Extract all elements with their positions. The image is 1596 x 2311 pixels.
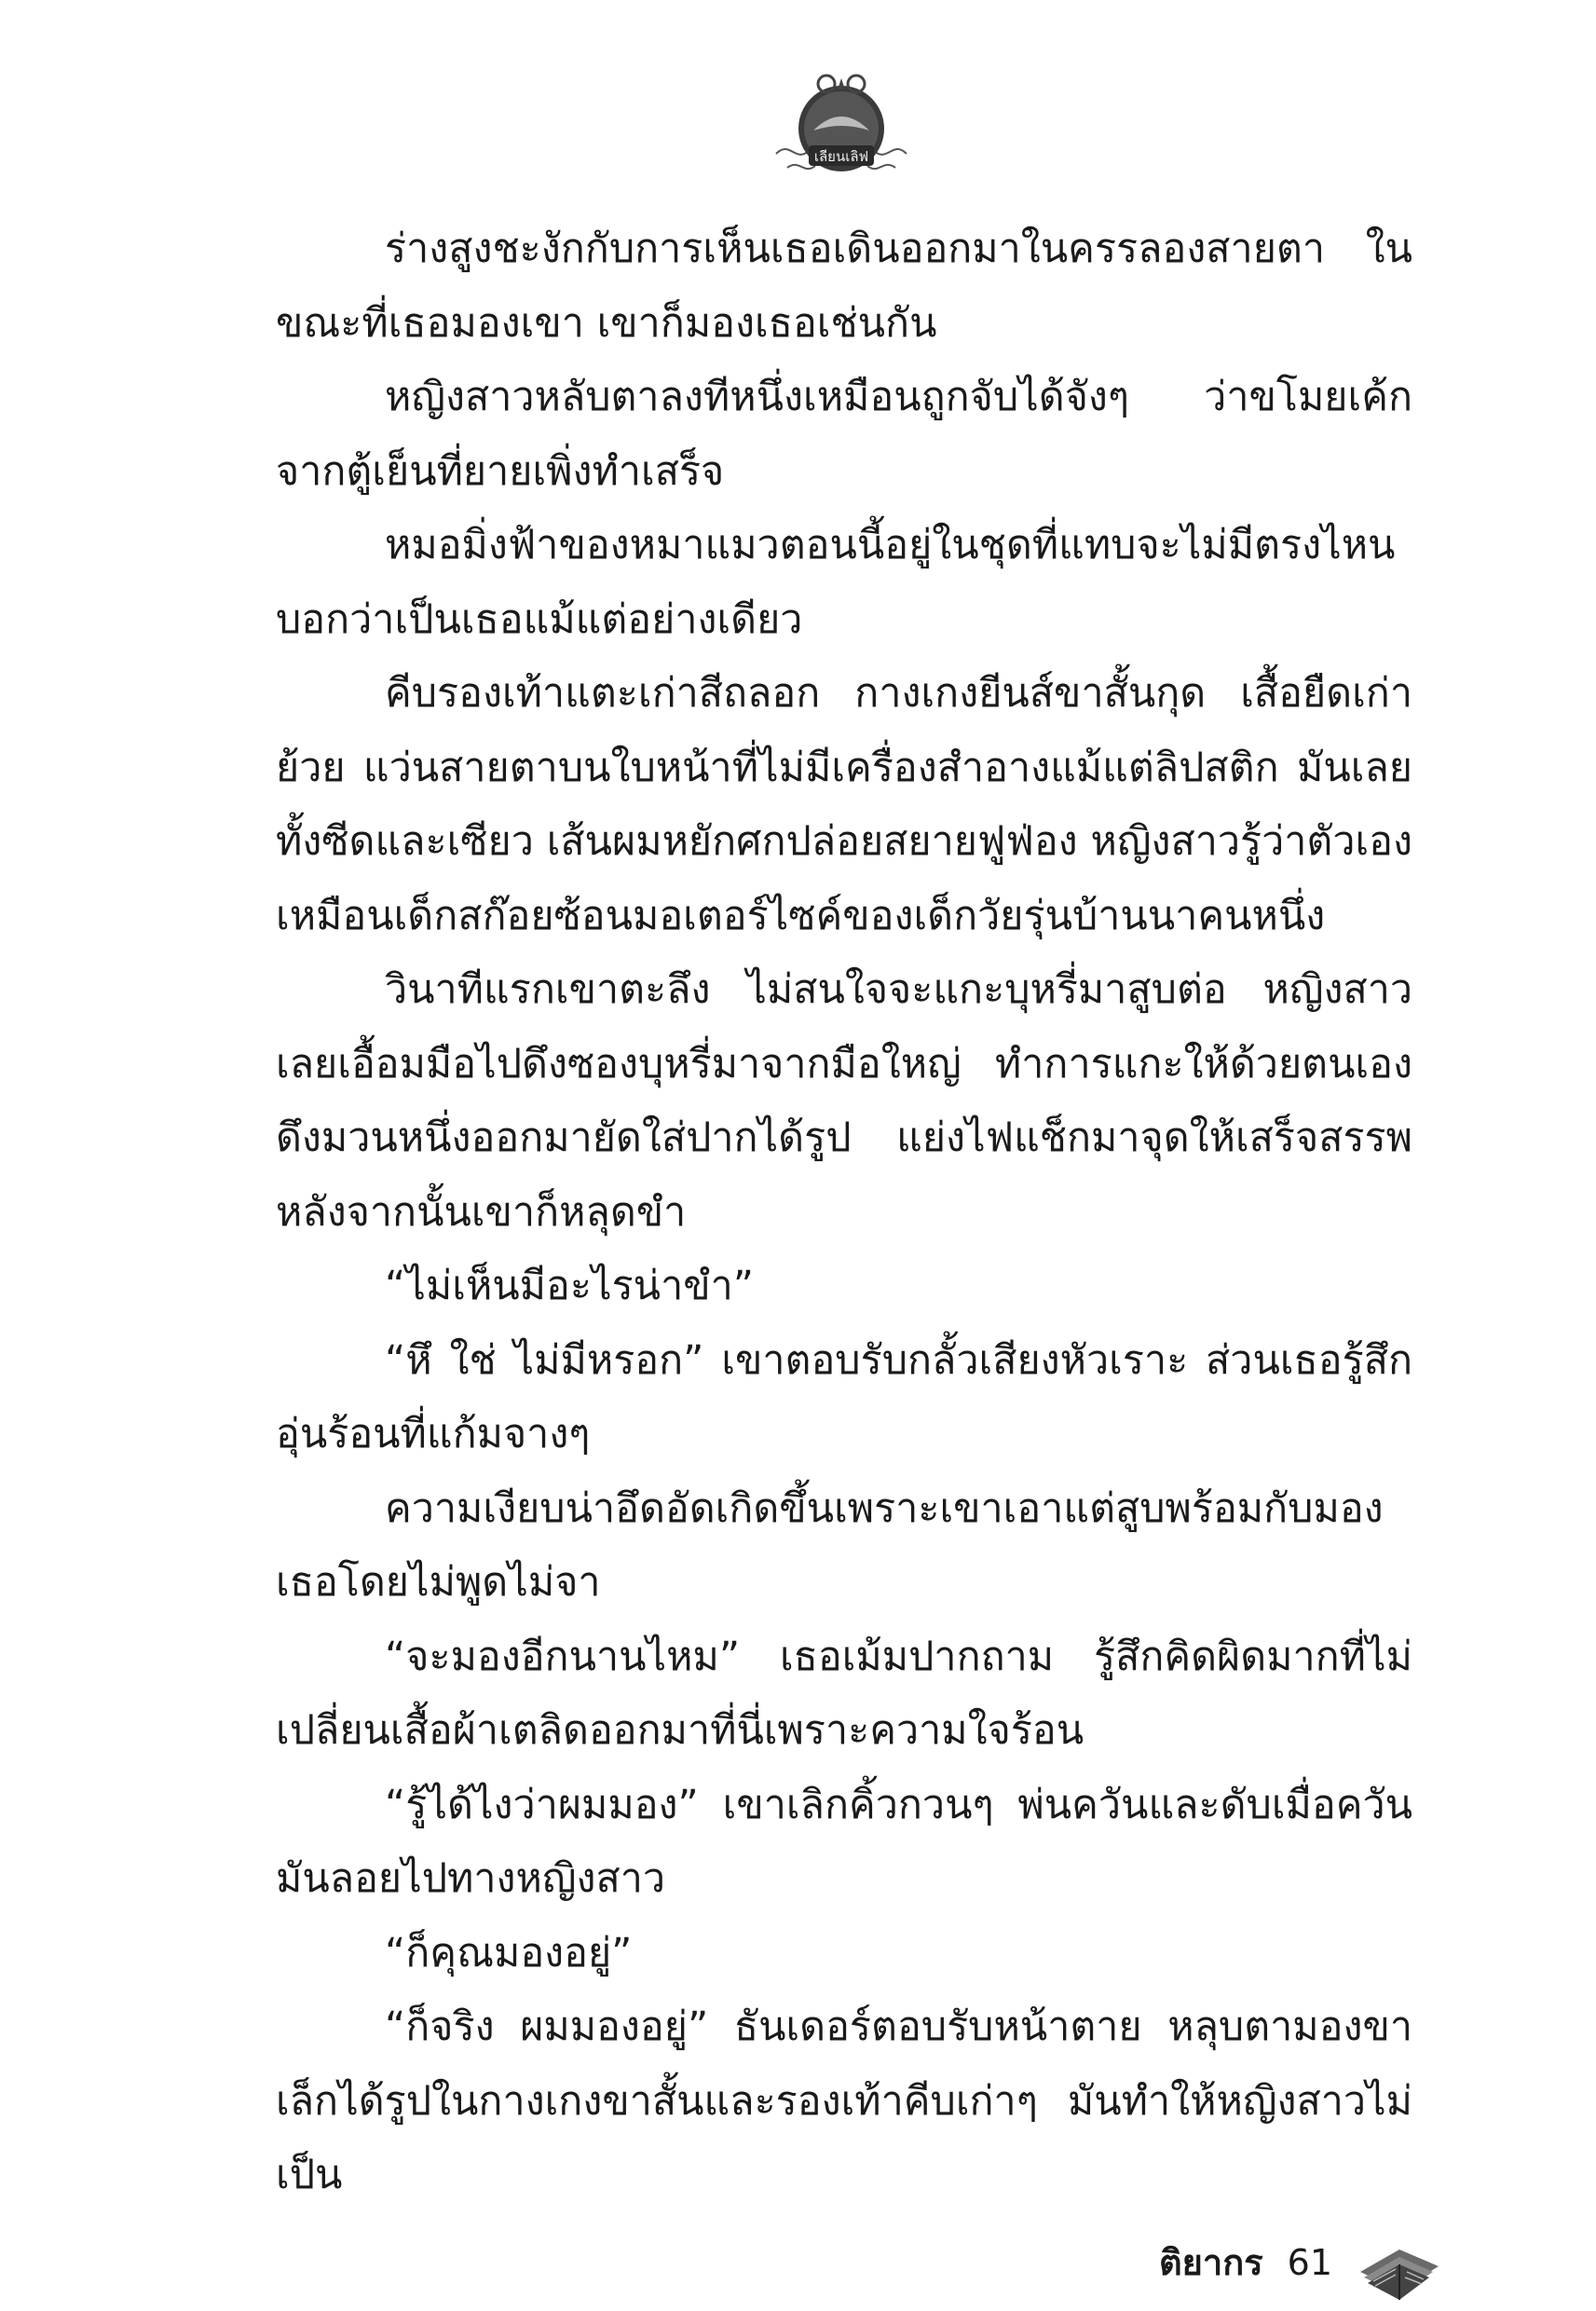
paragraph: “รู้ได้ไงว่าผมมอง” เขาเลิกคิ้วกวนๆ พ่นควันและดับเมื่อควันมันลอยไปทางหญิงสาว bbox=[276, 1781, 1412, 1902]
page-number: 61 bbox=[1287, 2242, 1332, 2283]
page-footer bbox=[1071, 2235, 1444, 2309]
paragraph: “ไม่เห็นมีอะไรน่าขำ” bbox=[385, 1263, 755, 1309]
paragraph: หญิงสาวหลับตาลงทีหนึ่งเหมือนถูกจับได้จังๆ ว่าขโมยเค้กจากตู้เย็นที่ยายเพิ่งทำเสร็จ bbox=[276, 374, 1412, 495]
logo-text: เลียนเลิฟ bbox=[813, 148, 869, 165]
footer-label bbox=[1159, 2235, 1332, 2290]
paragraph: ร่างสูงชะงักกับการเห็นเธอเดินออกมาในครรลองสายตา ในขณะที่เธอมองเขา เขาก็มองเธอเช่นกัน bbox=[276, 226, 1412, 347]
body-text bbox=[276, 212, 1412, 2213]
paragraph: “จะมองอีกนานไหม” เธอเม้มปากถาม รู้สึกคิดผิดมากที่ไม่เปลี่ยนเสื้อผ้าเตลิดออกมาที่นี่เพราะความใจร้อน bbox=[276, 1633, 1412, 1754]
paragraph: “ก็คุณมองอยู่” bbox=[385, 1929, 633, 1976]
paragraph: คีบรองเท้าแตะเก่าสีถลอก กางเกงยีนส์ขาสั้นกุด เสื้อยืดเก่าย้วย แว่นสายตาบนใบหน้าที่ไม่มีเครื่องสำอางแม้แต่ลิปสติก มันเลยทั้งซีดและเซียว เส้นผมหยักศกปล่อยสยายฟูฟ่อง หญิงสาวรู้ว่าตัวเองเหมือนเด็กสก๊อยซ้อนมอเตอร์ไซค์ของเด็กวัยรุ่นบ้านนาคนหนึ่ง bbox=[276, 670, 1412, 939]
open-book-icon bbox=[1355, 2235, 1444, 2305]
paragraph: วินาทีแรกเขาตะลึง ไม่สนใจจะแกะบุหรี่มาสูบต่อ หญิงสาวเลยเอื้อมมือไปดึงซองบุหรี่มาจากมือใหญ่ ทำการแกะให้ด้วยตนเอง ดึงมวนหนึ่งออกมายัดใส่ปากได้รูป แย่งไฟแช็กมาจุดให้เสร็จสรรพ หลังจากนั้นเขาก็หลุดขำ bbox=[276, 966, 1412, 1236]
ornamental-emblem-icon bbox=[767, 65, 916, 186]
paragraph: หมอมิ่งฟ้าของหมาแมวตอนนี้อยู่ในชุดที่แทบจะไม่มีตรงไหนบอกว่าเป็นเธอแม้แต่อย่างเดียว bbox=[276, 522, 1396, 643]
paragraph: ความเงียบน่าอึดอัดเกิดขึ้นเพราะเขาเอาแต่สูบพร้อมกับมองเธอโดยไม่พูดไม่จา bbox=[276, 1484, 1384, 1606]
book-title: ติยากร bbox=[1158, 2242, 1263, 2283]
paragraph: “หึ ใช่ ไม่มีหรอก” เขาตอบรับกลั้วเสียงหัวเราะ ส่วนเธอรู้สึกอุ่นร้อนที่แก้มจางๆ bbox=[276, 1336, 1412, 1457]
paragraph: “ก็จริง ผมมองอยู่” ธันเดอร์ตอบรับหน้าตาย หลุบตามองขาเล็กได้รูปในกางเกงขาสั้นและรองเท้าคีบเก่าๆ มันทำให้หญิงสาวไม่เป็น bbox=[276, 2003, 1412, 2198]
